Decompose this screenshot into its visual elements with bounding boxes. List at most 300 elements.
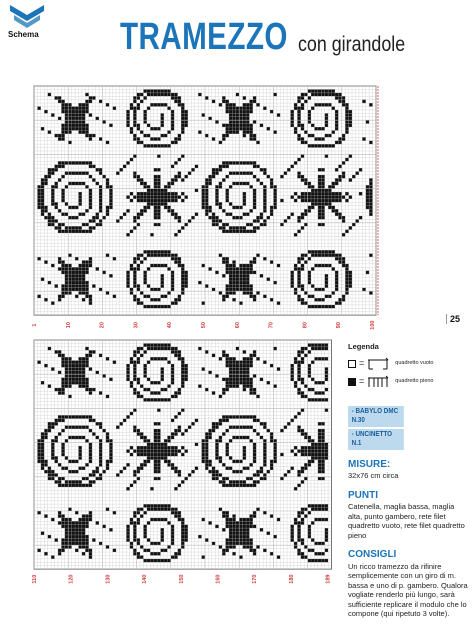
filled-cell xyxy=(284,219,287,222)
filled-cell xyxy=(308,89,311,92)
filled-cell xyxy=(335,281,338,284)
filled-cell xyxy=(161,456,164,459)
filled-cell xyxy=(85,260,88,263)
filled-cell xyxy=(106,178,109,181)
filled-cell xyxy=(137,267,140,270)
filled-cell xyxy=(318,542,321,545)
filled-cell xyxy=(65,103,68,106)
filled-cell xyxy=(89,429,92,432)
filled-cell xyxy=(208,182,211,185)
filled-cell xyxy=(171,281,174,284)
filled-cell xyxy=(246,213,249,216)
filled-cell xyxy=(229,124,232,127)
filled-cell xyxy=(198,347,201,350)
filled-cell xyxy=(184,364,187,367)
filled-cell xyxy=(304,432,307,435)
filled-cell xyxy=(61,223,64,226)
filled-cell xyxy=(243,361,246,364)
filled-cell xyxy=(202,202,205,205)
filled-cell xyxy=(226,223,229,226)
filled-cell xyxy=(82,381,85,384)
filled-cell xyxy=(171,528,174,531)
filled-cell xyxy=(311,538,314,541)
filled-cell xyxy=(345,271,348,274)
filled-cell xyxy=(318,305,321,308)
axis-tick-label: 70 xyxy=(268,322,275,329)
filled-cell xyxy=(164,189,167,192)
filled-cell xyxy=(253,460,256,463)
filled-cell xyxy=(65,120,68,123)
filled-cell xyxy=(37,446,40,449)
filled-cell xyxy=(297,426,300,429)
filled-cell xyxy=(171,374,174,377)
filled-cell xyxy=(137,538,140,541)
filled-cell xyxy=(256,178,259,181)
filled-cell xyxy=(161,528,164,531)
filled-cell xyxy=(157,93,160,96)
filled-cell xyxy=(325,443,328,446)
filled-cell xyxy=(229,288,232,291)
filled-cell xyxy=(96,216,99,219)
filled-cell xyxy=(143,250,146,253)
filled-cell xyxy=(85,518,88,521)
filled-cell xyxy=(140,347,143,350)
filled-cell xyxy=(239,542,242,545)
filled-cell xyxy=(78,182,81,185)
filled-cell xyxy=(174,192,177,195)
filled-cell xyxy=(174,415,177,418)
filled-cell xyxy=(205,213,208,216)
filled-cell xyxy=(297,412,300,415)
filled-cell xyxy=(72,182,75,185)
filled-cell xyxy=(205,436,208,439)
filled-cell xyxy=(294,267,297,270)
filled-cell xyxy=(137,378,140,381)
axis-tick-label: 189 xyxy=(325,574,332,584)
filled-cell xyxy=(178,175,181,178)
filled-cell xyxy=(75,257,78,260)
filled-cell xyxy=(126,487,129,490)
filled-cell xyxy=(85,172,88,175)
filled-cell xyxy=(311,347,314,350)
filled-cell xyxy=(212,467,215,470)
filled-cell xyxy=(157,446,160,449)
filet-chart-bottom-grid xyxy=(34,340,334,588)
filled-cell xyxy=(89,419,92,422)
filled-cell xyxy=(164,446,167,449)
filled-cell xyxy=(51,202,54,205)
filled-cell xyxy=(68,110,71,113)
filled-cell xyxy=(143,535,146,538)
filled-cell xyxy=(321,195,324,198)
filled-cell xyxy=(294,127,297,130)
filled-cell xyxy=(226,271,229,274)
filled-cell xyxy=(263,453,266,456)
filled-cell xyxy=(150,456,153,459)
filled-cell xyxy=(78,545,81,548)
filled-cell xyxy=(157,504,160,507)
filled-cell xyxy=(308,185,311,188)
filled-cell xyxy=(212,354,215,357)
filled-cell xyxy=(92,350,95,353)
filled-cell xyxy=(243,117,246,120)
filled-cell xyxy=(232,107,235,110)
filled-cell xyxy=(325,278,328,281)
filled-cell xyxy=(297,473,300,476)
filled-cell xyxy=(75,274,78,277)
filled-cell xyxy=(171,453,174,456)
filled-cell xyxy=(72,436,75,439)
filled-cell xyxy=(140,260,143,263)
filled-cell xyxy=(321,398,324,401)
filled-cell xyxy=(345,278,348,281)
filled-cell xyxy=(232,124,235,127)
filled-cell xyxy=(232,367,235,370)
filled-cell xyxy=(270,110,273,113)
filled-cell xyxy=(239,281,242,284)
filled-cell xyxy=(325,508,328,511)
filled-cell xyxy=(75,182,78,185)
filled-cell xyxy=(58,415,61,418)
filled-cell xyxy=(239,274,242,277)
filled-cell xyxy=(239,271,242,274)
filled-cell xyxy=(48,470,51,473)
filled-cell xyxy=(263,192,266,195)
filled-cell xyxy=(267,470,270,473)
filled-cell xyxy=(239,284,242,287)
filled-cell xyxy=(232,216,235,219)
filled-cell xyxy=(205,182,208,185)
filled-cell xyxy=(249,110,252,113)
filled-cell xyxy=(147,199,150,202)
filled-cell xyxy=(113,107,116,110)
filled-cell xyxy=(72,274,75,277)
filled-cell xyxy=(89,96,92,99)
filled-cell xyxy=(78,357,81,360)
filled-cell xyxy=(147,134,150,137)
filled-cell xyxy=(137,96,140,99)
filled-cell xyxy=(273,199,276,202)
filled-cell xyxy=(349,274,352,277)
filled-cell xyxy=(78,130,81,133)
filled-cell xyxy=(37,453,40,456)
filled-cell xyxy=(325,274,328,277)
filled-cell xyxy=(243,367,246,370)
filled-cell xyxy=(301,408,304,411)
filled-cell xyxy=(61,378,64,381)
filled-cell xyxy=(137,518,140,521)
filled-cell xyxy=(236,436,239,439)
filled-cell xyxy=(311,398,314,401)
filled-cell xyxy=(68,538,71,541)
filled-cell xyxy=(65,467,68,470)
filled-cell xyxy=(147,124,150,127)
filled-cell xyxy=(222,257,225,260)
filled-cell xyxy=(215,439,218,442)
filled-cell xyxy=(308,532,311,535)
filled-cell xyxy=(61,295,64,298)
filled-cell xyxy=(99,456,102,459)
filled-cell xyxy=(229,364,232,367)
filled-cell xyxy=(294,415,297,418)
filled-cell xyxy=(157,552,160,555)
filled-cell xyxy=(143,446,146,449)
filled-cell xyxy=(109,202,112,205)
filled-cell xyxy=(236,426,239,429)
filled-cell xyxy=(294,487,297,490)
filled-cell xyxy=(126,110,129,113)
filled-cell xyxy=(304,555,307,558)
filled-cell xyxy=(150,233,153,236)
filled-cell xyxy=(99,185,102,188)
filled-cell xyxy=(130,192,133,195)
filled-cell xyxy=(171,165,174,168)
filled-cell xyxy=(321,175,324,178)
filled-cell xyxy=(318,436,321,439)
filled-cell xyxy=(332,93,335,96)
filled-cell xyxy=(147,89,150,92)
filled-cell xyxy=(75,361,78,364)
filled-cell xyxy=(154,456,157,459)
filled-cell xyxy=(236,374,239,377)
filled-cell xyxy=(291,535,294,538)
filled-cell xyxy=(68,426,71,429)
filled-cell xyxy=(65,124,68,127)
filled-cell xyxy=(55,96,58,99)
filled-cell xyxy=(229,213,232,216)
filled-cell xyxy=(82,223,85,226)
filled-cell xyxy=(106,209,109,212)
filled-cell xyxy=(171,110,174,113)
filled-cell xyxy=(297,535,300,538)
filled-cell xyxy=(130,484,133,487)
filled-cell xyxy=(167,504,170,507)
filled-cell xyxy=(301,538,304,541)
filled-cell xyxy=(226,449,229,452)
filled-cell xyxy=(154,391,157,394)
filled-cell xyxy=(154,463,157,466)
filled-cell xyxy=(181,432,184,435)
filled-cell xyxy=(147,93,150,96)
filled-cell xyxy=(253,446,256,449)
filled-cell xyxy=(304,395,307,398)
filled-cell xyxy=(75,367,78,370)
filled-cell xyxy=(65,113,68,116)
filled-cell xyxy=(246,436,249,439)
filled-cell xyxy=(311,305,314,308)
filled-cell xyxy=(308,250,311,253)
filled-cell xyxy=(133,521,136,524)
filled-cell xyxy=(205,206,208,209)
filled-cell xyxy=(89,202,92,205)
filled-cell xyxy=(256,545,259,548)
equals-sign: = xyxy=(359,375,365,386)
filled-cell xyxy=(239,182,242,185)
filled-cell xyxy=(246,542,249,545)
filled-cell xyxy=(68,525,71,528)
filled-cell xyxy=(99,542,102,545)
filled-cell xyxy=(321,127,324,130)
filled-cell xyxy=(126,415,129,418)
filled-cell xyxy=(308,449,311,452)
filled-cell xyxy=(51,426,54,429)
filled-cell xyxy=(161,559,164,562)
filled-cell xyxy=(75,542,78,545)
filled-cell xyxy=(304,354,307,357)
filled-cell xyxy=(308,436,311,439)
filled-cell xyxy=(75,532,78,535)
filled-cell xyxy=(157,559,160,562)
filled-cell xyxy=(126,195,129,198)
filled-cell xyxy=(308,281,311,284)
axis-tick-label: 30 xyxy=(133,322,140,329)
filled-cell xyxy=(215,374,218,377)
filled-cell xyxy=(226,388,229,391)
filled-cell xyxy=(143,525,146,528)
filled-cell xyxy=(232,226,235,229)
filled-cell xyxy=(99,189,102,192)
filled-cell xyxy=(68,480,71,483)
filled-cell xyxy=(243,134,246,137)
filled-cell xyxy=(229,384,232,387)
filled-cell xyxy=(44,470,47,473)
filled-cell xyxy=(109,528,112,531)
filled-cell xyxy=(51,168,54,171)
filled-cell xyxy=(304,178,307,181)
filled-cell xyxy=(212,288,215,291)
filled-cell xyxy=(137,127,140,130)
filled-cell xyxy=(82,267,85,270)
filled-cell xyxy=(161,367,164,370)
filled-cell xyxy=(85,103,88,106)
filled-cell xyxy=(85,354,88,357)
filled-cell xyxy=(82,127,85,130)
filled-cell xyxy=(174,260,177,263)
filled-cell xyxy=(253,100,256,103)
filled-cell xyxy=(89,549,92,552)
filled-cell xyxy=(37,257,40,260)
filled-cell xyxy=(321,357,324,360)
filled-cell xyxy=(332,199,335,202)
filled-cell xyxy=(171,378,174,381)
filled-cell xyxy=(239,127,242,130)
filled-cell xyxy=(311,267,314,270)
filled-cell xyxy=(236,535,239,538)
filled-cell xyxy=(106,213,109,216)
filled-cell xyxy=(85,357,88,360)
filled-cell xyxy=(222,161,225,164)
filled-cell xyxy=(232,378,235,381)
filled-cell xyxy=(335,110,338,113)
filled-cell xyxy=(68,371,71,374)
filled-cell xyxy=(44,206,47,209)
filled-cell xyxy=(174,555,177,558)
filled-cell xyxy=(65,371,68,374)
filled-cell xyxy=(154,178,157,181)
filled-cell xyxy=(75,535,78,538)
filled-cell xyxy=(85,127,88,130)
filled-cell xyxy=(82,361,85,364)
filled-cell xyxy=(325,192,328,195)
filled-cell xyxy=(174,391,177,394)
filled-cell xyxy=(246,107,249,110)
filled-cell xyxy=(249,134,252,137)
filled-cell xyxy=(256,395,259,398)
filled-cell xyxy=(263,460,266,463)
filled-cell xyxy=(154,93,157,96)
filled-cell xyxy=(78,195,81,198)
filled-cell xyxy=(232,361,235,364)
filled-cell xyxy=(332,182,335,185)
filled-cell xyxy=(147,508,150,511)
filled-cell xyxy=(99,209,102,212)
filled-cell xyxy=(345,267,348,270)
filled-cell xyxy=(133,110,136,113)
filled-cell xyxy=(126,532,129,535)
filled-cell xyxy=(314,391,317,394)
filled-cell xyxy=(143,364,146,367)
filled-cell xyxy=(181,545,184,548)
filled-cell xyxy=(335,93,338,96)
filled-cell xyxy=(55,480,58,483)
filled-cell xyxy=(99,100,102,103)
filled-cell xyxy=(130,107,133,110)
filled-cell xyxy=(143,110,146,113)
filled-cell xyxy=(318,250,321,253)
filled-cell xyxy=(253,511,256,514)
filled-cell xyxy=(184,371,187,374)
filled-cell xyxy=(325,518,328,521)
filled-cell xyxy=(277,301,280,304)
filled-cell xyxy=(150,192,153,195)
filled-cell xyxy=(246,113,249,116)
filled-cell xyxy=(65,172,68,175)
filled-cell xyxy=(72,484,75,487)
filled-cell xyxy=(78,367,81,370)
filled-cell xyxy=(345,284,348,287)
filled-cell xyxy=(85,288,88,291)
filled-cell xyxy=(205,189,208,192)
filled-cell xyxy=(243,381,246,384)
material-tag: - UNCINETTO N.1 xyxy=(348,429,404,450)
filled-cell xyxy=(92,165,95,168)
filled-cell xyxy=(99,391,102,394)
filled-cell xyxy=(99,473,102,476)
filled-cell xyxy=(246,371,249,374)
filled-cell xyxy=(174,216,177,219)
filled-cell xyxy=(72,206,75,209)
filled-cell xyxy=(41,195,44,198)
filled-cell xyxy=(164,443,167,446)
filled-cell xyxy=(51,301,54,304)
filled-cell xyxy=(157,470,160,473)
filled-cell xyxy=(133,514,136,517)
filled-cell xyxy=(232,284,235,287)
filled-cell xyxy=(304,192,307,195)
filled-cell xyxy=(321,432,324,435)
filled-cell xyxy=(321,264,324,267)
filled-cell xyxy=(143,439,146,442)
filled-cell xyxy=(137,467,140,470)
filled-cell xyxy=(61,415,64,418)
filled-cell xyxy=(137,453,140,456)
filled-cell xyxy=(308,209,311,212)
filled-cell xyxy=(297,371,300,374)
filled-cell xyxy=(294,107,297,110)
filled-cell xyxy=(232,230,235,233)
filled-cell xyxy=(140,178,143,181)
filled-cell xyxy=(65,230,68,233)
